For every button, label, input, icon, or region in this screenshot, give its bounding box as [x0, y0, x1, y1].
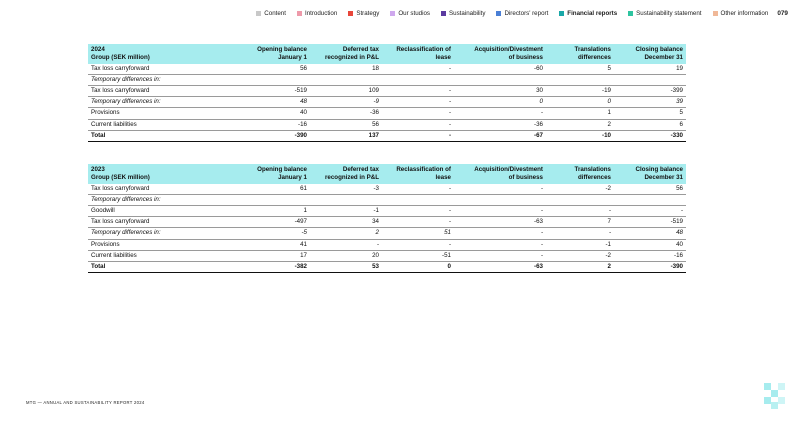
column-header-line: recognized in P&L	[325, 53, 379, 61]
nav-item-sustainability-statement[interactable]	[628, 10, 701, 17]
column-header-line: Translations	[574, 46, 611, 53]
column-header-line: differences	[577, 173, 611, 181]
page-number: 079	[777, 10, 788, 17]
cell-value: -	[382, 85, 454, 96]
cell-value: -382	[238, 261, 310, 272]
nav-item-our-studios[interactable]	[390, 10, 430, 17]
row-label: Goodwill	[88, 205, 238, 216]
row-label: Tax loss carryforward	[88, 64, 238, 75]
cell-value	[546, 74, 614, 85]
cell-value: -63	[454, 217, 546, 228]
column-header	[310, 44, 382, 64]
mtg-logo-icon	[763, 383, 785, 409]
column-header-line: January 1	[278, 53, 307, 61]
column-header	[382, 44, 454, 64]
cell-value: 56	[238, 64, 310, 75]
header-group-label	[88, 44, 238, 64]
cell-value: 40	[614, 239, 686, 250]
cell-value: -	[382, 119, 454, 130]
nav-item-label: Sustainability statement	[636, 10, 702, 17]
cell-value: -36	[310, 108, 382, 119]
nav-color-square-icon	[713, 11, 718, 16]
row-label: Temporary differences in:	[88, 194, 238, 205]
cell-value: 7	[546, 217, 614, 228]
cell-value: -	[382, 108, 454, 119]
cell-value: 30	[454, 85, 546, 96]
cell-value: 137	[310, 130, 382, 141]
column-header-line: Closing balance	[635, 166, 683, 173]
cell-value: -3	[310, 184, 382, 195]
column-header-line: January 1	[278, 173, 307, 181]
cell-value: -	[382, 184, 454, 195]
deferred-tax-table-2023	[88, 164, 686, 273]
nav-color-square-icon	[496, 11, 501, 16]
top-navigation	[256, 10, 788, 17]
nav-color-square-icon	[297, 11, 302, 16]
cell-value: -519	[614, 217, 686, 228]
column-header-line: Closing balance	[635, 46, 683, 53]
cell-value: 34	[310, 217, 382, 228]
table-row	[88, 250, 686, 261]
cell-value: -1	[546, 239, 614, 250]
cell-value: 2	[310, 228, 382, 239]
table-header-row	[88, 164, 686, 184]
column-header-line: lease	[435, 173, 451, 181]
cell-value: -	[454, 184, 546, 195]
nav-item-other-information[interactable]	[713, 10, 769, 17]
cell-value: -	[614, 205, 686, 216]
row-label: Tax loss carryforward	[88, 184, 238, 195]
cell-value: -	[382, 97, 454, 108]
column-header	[454, 44, 546, 64]
cell-value: 48	[614, 228, 686, 239]
cell-value: -	[382, 239, 454, 250]
row-label: Current liabilities	[88, 250, 238, 261]
cell-value: 5	[546, 64, 614, 75]
cell-value	[238, 74, 310, 85]
nav-item-label: Other information	[720, 10, 769, 17]
cell-value	[614, 194, 686, 205]
column-header-line: Deferred tax	[342, 46, 379, 53]
cell-value: 18	[310, 64, 382, 75]
cell-value: 109	[310, 85, 382, 96]
nav-item-label: Directors' report	[504, 10, 549, 17]
cell-value	[382, 194, 454, 205]
cell-value	[382, 74, 454, 85]
table-row	[88, 194, 686, 205]
table-row	[88, 97, 686, 108]
nav-item-strategy[interactable]	[348, 10, 379, 17]
cell-value: -	[310, 239, 382, 250]
cell-value: 0	[454, 97, 546, 108]
cell-value: 61	[238, 184, 310, 195]
cell-value: 56	[310, 119, 382, 130]
column-header-line: differences	[577, 53, 611, 61]
cell-value: -10	[546, 130, 614, 141]
cell-value: -	[454, 205, 546, 216]
cell-value: 53	[310, 261, 382, 272]
column-header-line: Translations	[574, 166, 611, 173]
row-label: Tax loss carryforward	[88, 217, 238, 228]
cell-value: 2	[546, 261, 614, 272]
cell-value: -	[546, 228, 614, 239]
table-row	[88, 228, 686, 239]
column-header-line: Opening balance	[257, 46, 307, 53]
column-header-line: Acquisition/Divestment	[474, 166, 543, 173]
cell-value	[614, 74, 686, 85]
column-header-line: lease	[435, 53, 451, 61]
cell-value: 39	[614, 97, 686, 108]
column-header-line: Reclassification of	[396, 46, 451, 53]
column-header	[454, 164, 546, 184]
column-header	[546, 164, 614, 184]
cell-value: -19	[546, 85, 614, 96]
cell-value	[310, 74, 382, 85]
cell-value: 41	[238, 239, 310, 250]
column-header	[310, 164, 382, 184]
cell-value: 0	[382, 261, 454, 272]
table-row	[88, 119, 686, 130]
cell-value: -36	[454, 119, 546, 130]
cell-value: -5	[238, 228, 310, 239]
table-header-row	[88, 44, 686, 64]
nav-item-label: Introduction	[304, 10, 338, 17]
cell-value: 6	[614, 119, 686, 130]
deferred-tax-table-2024	[88, 44, 686, 142]
cell-value: -390	[614, 261, 686, 272]
table-unit-label: Group (SEK million)	[91, 53, 150, 61]
table-row	[88, 85, 686, 96]
cell-value: -1	[310, 205, 382, 216]
row-label: Total	[88, 130, 238, 141]
column-header-line: Deferred tax	[342, 166, 379, 173]
column-header-line: December 31	[644, 173, 683, 181]
nav-item-label: Sustainability	[449, 10, 486, 17]
nav-item-financial-reports[interactable]	[559, 10, 617, 17]
header-group-label	[88, 164, 238, 184]
column-header-line: of business	[508, 173, 543, 181]
cell-value	[454, 194, 546, 205]
column-header-line: Acquisition/Divestment	[474, 46, 543, 53]
nav-item-label: Content	[264, 10, 286, 17]
cell-value: 5	[614, 108, 686, 119]
cell-value: -51	[382, 250, 454, 261]
cell-value: 2	[546, 119, 614, 130]
cell-value: 40	[238, 108, 310, 119]
cell-value	[310, 194, 382, 205]
cell-value: -9	[310, 97, 382, 108]
cell-value: 20	[310, 250, 382, 261]
cell-value: -2	[546, 184, 614, 195]
table-row	[88, 64, 686, 75]
row-label: Provisions	[88, 239, 238, 250]
cell-value: -	[454, 239, 546, 250]
nav-color-square-icon	[441, 11, 446, 16]
nav-color-square-icon	[256, 11, 261, 16]
cell-value: -	[382, 130, 454, 141]
cell-value: -	[454, 228, 546, 239]
footer-report-title: MTG — ANNUAL AND SUSTAINABILITY REPORT 2024	[26, 400, 145, 405]
cell-value: -390	[238, 130, 310, 141]
column-header-line: Reclassification of	[396, 166, 451, 173]
cell-value: -399	[614, 85, 686, 96]
table-row	[88, 205, 686, 216]
column-header-line: recognized in P&L	[325, 173, 379, 181]
table-total-row	[88, 261, 686, 272]
nav-item-sustainability[interactable]	[441, 10, 485, 17]
column-header	[546, 44, 614, 64]
table-row	[88, 217, 686, 228]
cell-value: -	[454, 108, 546, 119]
cell-value: 1	[238, 205, 310, 216]
cell-value: -	[546, 205, 614, 216]
table-row	[88, 74, 686, 85]
nav-item-directors-report[interactable]	[496, 10, 548, 17]
table-row	[88, 108, 686, 119]
column-header	[238, 44, 310, 64]
cell-value: -330	[614, 130, 686, 141]
cell-value: -	[382, 217, 454, 228]
table-unit-label: Group (SEK million)	[91, 173, 150, 181]
cell-value	[454, 74, 546, 85]
row-label: Total	[88, 261, 238, 272]
table-year: 2023	[91, 166, 105, 173]
table-row	[88, 184, 686, 195]
cell-value: -2	[546, 250, 614, 261]
cell-value: 56	[614, 184, 686, 195]
cell-value: 1	[546, 108, 614, 119]
cell-value: -16	[614, 250, 686, 261]
cell-value: -63	[454, 261, 546, 272]
column-header	[614, 164, 686, 184]
column-header-line: of business	[508, 53, 543, 61]
cell-value	[238, 194, 310, 205]
row-label: Temporary differences in:	[88, 228, 238, 239]
column-header-line: December 31	[644, 53, 683, 61]
cell-value	[546, 194, 614, 205]
column-header	[238, 164, 310, 184]
table-total-row	[88, 130, 686, 141]
column-header-line: Opening balance	[257, 166, 307, 173]
cell-value: 0	[546, 97, 614, 108]
cell-value: -16	[238, 119, 310, 130]
row-label: Temporary differences in:	[88, 74, 238, 85]
cell-value: -	[382, 64, 454, 75]
nav-item-content[interactable]	[256, 10, 286, 17]
row-label: Temporary differences in:	[88, 97, 238, 108]
cell-value: 19	[614, 64, 686, 75]
table-row	[88, 239, 686, 250]
nav-item-label: Our studios	[398, 10, 430, 17]
cell-value: -	[382, 205, 454, 216]
nav-color-square-icon	[390, 11, 395, 16]
nav-item-label: Financial reports	[567, 10, 618, 17]
cell-value: -60	[454, 64, 546, 75]
nav-color-square-icon	[628, 11, 633, 16]
table-year: 2024	[91, 46, 105, 53]
cell-value: -497	[238, 217, 310, 228]
row-label: Tax loss carryforward	[88, 85, 238, 96]
nav-item-label: Strategy	[356, 10, 380, 17]
column-header	[382, 164, 454, 184]
column-header	[614, 44, 686, 64]
nav-color-square-icon	[559, 11, 564, 16]
nav-item-introduction[interactable]	[297, 10, 337, 17]
cell-value: 51	[382, 228, 454, 239]
cell-value: -519	[238, 85, 310, 96]
nav-color-square-icon	[348, 11, 353, 16]
cell-value: -	[454, 250, 546, 261]
cell-value: 17	[238, 250, 310, 261]
cell-value: 48	[238, 97, 310, 108]
row-label: Current liabilities	[88, 119, 238, 130]
cell-value: -67	[454, 130, 546, 141]
row-label: Provisions	[88, 108, 238, 119]
